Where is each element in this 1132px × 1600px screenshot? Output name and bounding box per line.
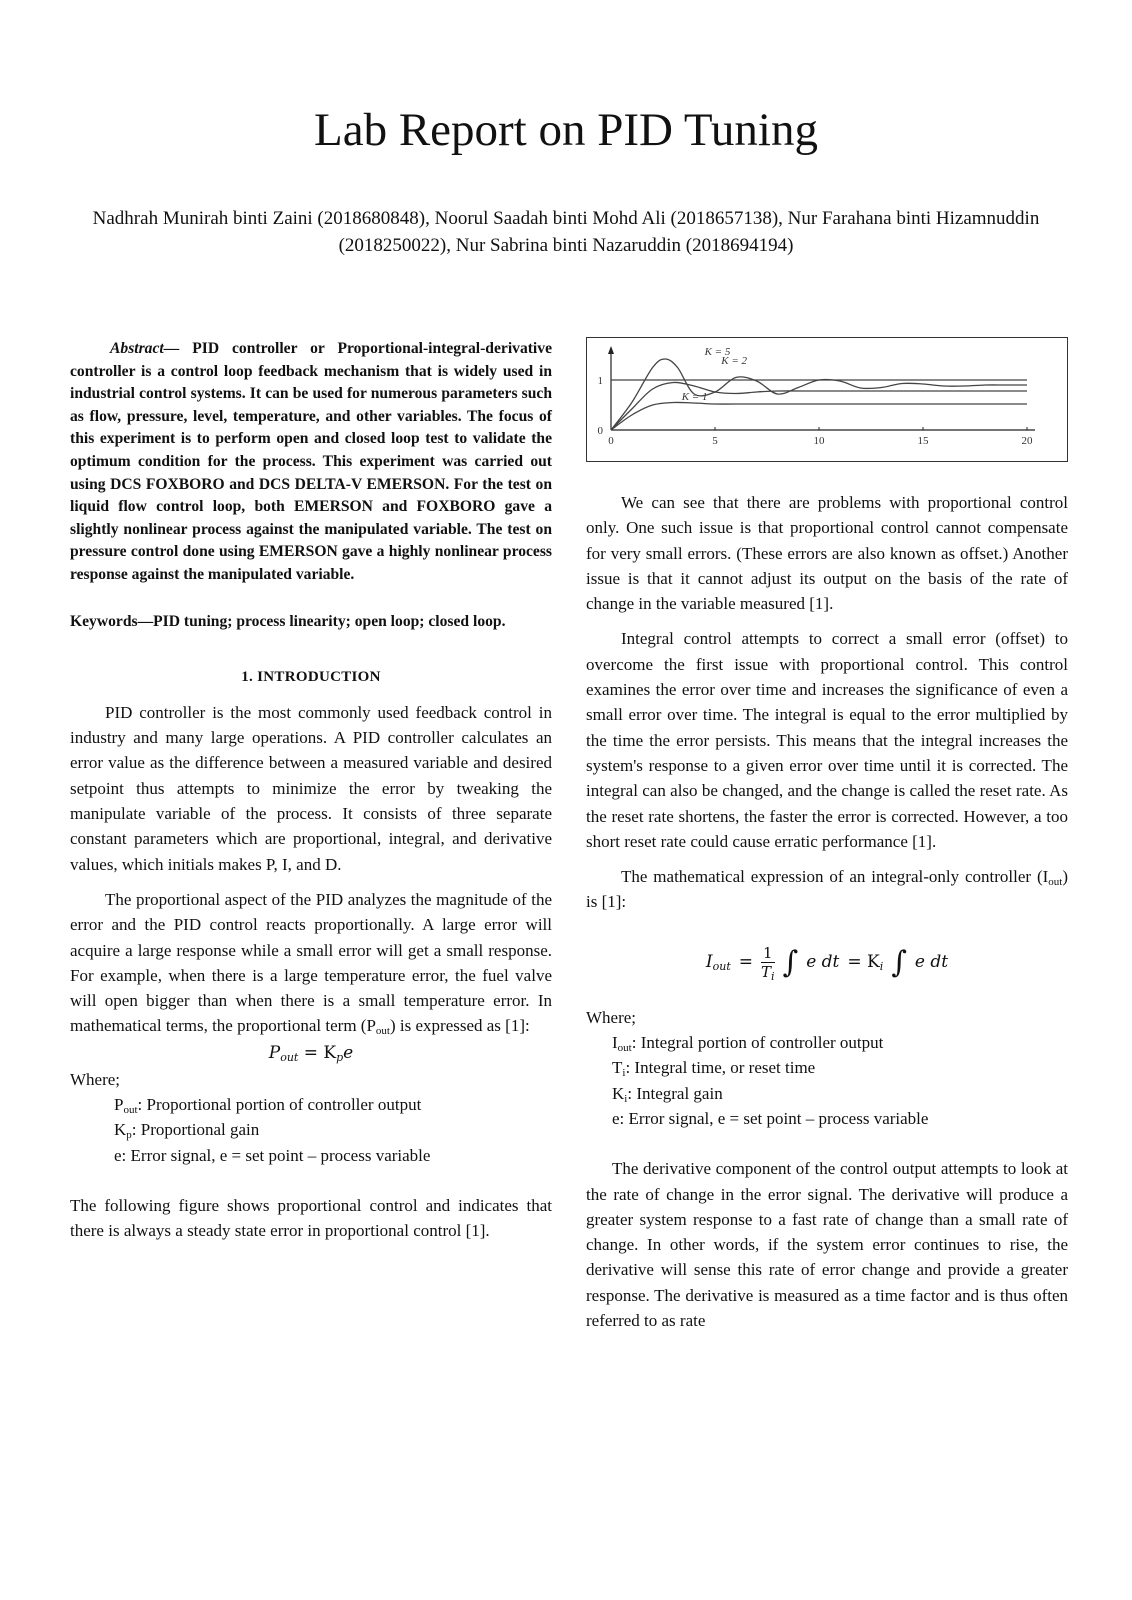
x-tick-label: 0 bbox=[608, 435, 614, 447]
paper-title: Lab Report on PID Tuning bbox=[314, 104, 818, 156]
author-list: Nadhrah Munirah binti Zaini (2018680848), Noorul Saadah binti Mohd Ali (2018657138), Nur Farahana binti Hizamnuddin (2018250022), Nur Sabrina binti Nazaruddin (2018694194) bbox=[92, 208, 1040, 256]
y-tick-label: 0 bbox=[597, 425, 603, 437]
def-text: : Proportional gain bbox=[131, 1120, 260, 1140]
p2-text: The proportional aspect of the PID analyzes the magnitude of the error and the PID control reacts proportionally. A large error will acquire a large response while a small error will get a small response. For example, when there is a large temperature error, the fuel valve will open bigger than when there is a small temperature error. In mathematical terms, the proportional term (P bbox=[70, 889, 552, 1036]
series-line-0 bbox=[611, 359, 1027, 430]
fraction-denominator: $T_i$ bbox=[761, 963, 775, 984]
abstract bbox=[70, 338, 552, 587]
series-line-2 bbox=[611, 402, 1027, 430]
definition-e-right: e: Error signal, e = set point – process variable bbox=[612, 1108, 929, 1128]
formula-edt: e dt bbox=[806, 952, 840, 973]
x-tick-label: 5 bbox=[712, 435, 718, 447]
intro-paragraph-1: PID controller is the most commonly used feedback control in industry and many large operations. A PID controller calculates an error value as the difference between a measured variable and desired setpoint thus attempts to minimize the error by tweaking the manipulate variable of the process. It consists of three separate constant parameters which are proportional, integral, and derivative values, which initials makes P, I, and D. bbox=[70, 702, 552, 874]
formula-fraction bbox=[761, 944, 775, 984]
intro-paragraph-2 bbox=[70, 887, 552, 1039]
y-tick-label: 1 bbox=[597, 375, 603, 387]
definition-ki: $K_i$: Integral gain bbox=[612, 1083, 723, 1105]
p3-subscript: out bbox=[1048, 876, 1063, 889]
figure-intro-paragraph: The following figure shows proportional control and indicates that there is always a steady state error in proportional control [1]. bbox=[70, 1195, 552, 1241]
def-subscript: p bbox=[126, 1129, 132, 1142]
response-chart bbox=[587, 338, 1067, 461]
proportional-formula bbox=[70, 1039, 552, 1067]
left-column bbox=[70, 338, 552, 1243]
def-symbol: K bbox=[114, 1120, 127, 1140]
formula-edt-2: e dt bbox=[914, 952, 949, 973]
integral-sign-2: ∫ bbox=[891, 944, 907, 980]
series-label: K = 2 bbox=[721, 355, 748, 367]
derivative-paragraph: The derivative component of the control output attempts to look at the rate of change in the error signal. The derivative will produce a greater system response to a fast rate of change than a small rate of change. In other words, if the system error continues to rise, the derivative will sense this rate of error change and provide a greater response. The derivative is measured as a time factor and is thus often referred to as rate bbox=[586, 1159, 1068, 1331]
section-number: 1. bbox=[241, 668, 258, 685]
p2-text-end: ) is expressed as [1]: bbox=[389, 1016, 530, 1036]
where-label: Where; bbox=[70, 1069, 121, 1089]
section-initial: I bbox=[257, 668, 264, 685]
x-tick-label: 20 bbox=[1021, 435, 1033, 447]
proportional-response-figure bbox=[586, 337, 1068, 462]
integral-formula bbox=[586, 933, 1068, 993]
p3-text-end: ) is [1]: bbox=[586, 867, 1068, 912]
section-heading-introduction bbox=[70, 665, 552, 690]
series-label: K = 1 bbox=[681, 391, 708, 403]
abstract-text: PID controller or Proportional-integral-derivative controller is a control loop feedback mechanism that is widely used in industrial control systems. It can be used for numerous parameters such as flow, pressure, level, temperature, and other variables. The focus of this experiment is to perform open and closed loop test to validate the optimum condition for the process. This experiment was carried out using DCS FOXBORO and DCS DELTA-V EMERSON. For the test on liquid flow control loop, both EMERSON and FOXBORO gave a slightly nonlinear process against the manipulated variable. The test on pressure control done using EMERSON gave a highly nonlinear process response against the manipulated variable. bbox=[70, 340, 552, 583]
integral-sign: ∫ bbox=[782, 944, 799, 980]
definition-ti: $T_i$: Integral time, or reset time bbox=[612, 1058, 816, 1080]
x-tick-label: 10 bbox=[813, 435, 825, 447]
formula-p-sub: out bbox=[280, 1050, 299, 1064]
formula-e: e bbox=[343, 1042, 354, 1063]
def-symbol: P bbox=[114, 1094, 124, 1114]
formula-equals: = bbox=[738, 952, 753, 973]
formula-iout: $I_{out}$ bbox=[705, 952, 731, 974]
formula-p: P bbox=[268, 1042, 281, 1063]
series-line-1 bbox=[611, 382, 1027, 430]
integral-control-paragraph: Integral control attempts to correct a small error (offset) to overcome the first issue with proportional control. This control examines the error over time and increases the significance of even a small error over time. The integral is equal to the error multiplied by the time the error persists. This means that the integral increases the system's response to a given error over time until it is corrected. The integral can also be changed, and the change is called the reset rate. As the reset rate shortens, the faster the error is corrected. However, a too short reset rate could cause erratic performance [1]. bbox=[586, 629, 1068, 851]
right-column bbox=[586, 337, 1068, 1333]
def-text: : Proportional portion of controller output bbox=[137, 1094, 422, 1114]
where-label-right: Where; bbox=[586, 1007, 637, 1027]
definition-iout: $I_{out}$: Integral portion of controller output bbox=[612, 1033, 884, 1055]
definition-pout bbox=[114, 1092, 552, 1117]
proportional-problems-paragraph: We can see that there are problems with proportional control only. One such issue is that proportional control cannot compensate for very small errors. (These errors are also known as offset.) Another issue is that it cannot adjust its output on the basis of the rate of change in the variable measured [1]. bbox=[586, 493, 1068, 614]
keywords: Keywords—PID tuning; process linearity; open loop; closed loop. bbox=[70, 612, 506, 630]
x-tick-label: 15 bbox=[917, 435, 929, 447]
y-axis-arrow bbox=[608, 346, 614, 354]
definition-e: e: Error signal, e = set point – process variable bbox=[114, 1145, 431, 1165]
abstract-lead: Abstract— bbox=[110, 340, 180, 357]
series-label: K = 5 bbox=[704, 346, 731, 358]
proportional-definitions bbox=[70, 1092, 552, 1168]
p2-subscript: out bbox=[375, 1025, 390, 1038]
integral-expression-paragraph bbox=[586, 864, 1068, 915]
def-subscript: out bbox=[123, 1103, 138, 1116]
formula-ki: = $K_i$ bbox=[847, 952, 884, 974]
definition-kp bbox=[114, 1117, 552, 1142]
fraction-numerator: 1 bbox=[763, 944, 773, 963]
integral-definitions bbox=[586, 1030, 1068, 1131]
formula-equals: = K bbox=[298, 1042, 337, 1063]
formula-k-sub: p bbox=[336, 1050, 344, 1064]
p3-text: The mathematical expression of an integral-only controller (I bbox=[621, 867, 1049, 887]
section-name: NTRODUCTION bbox=[263, 668, 381, 685]
